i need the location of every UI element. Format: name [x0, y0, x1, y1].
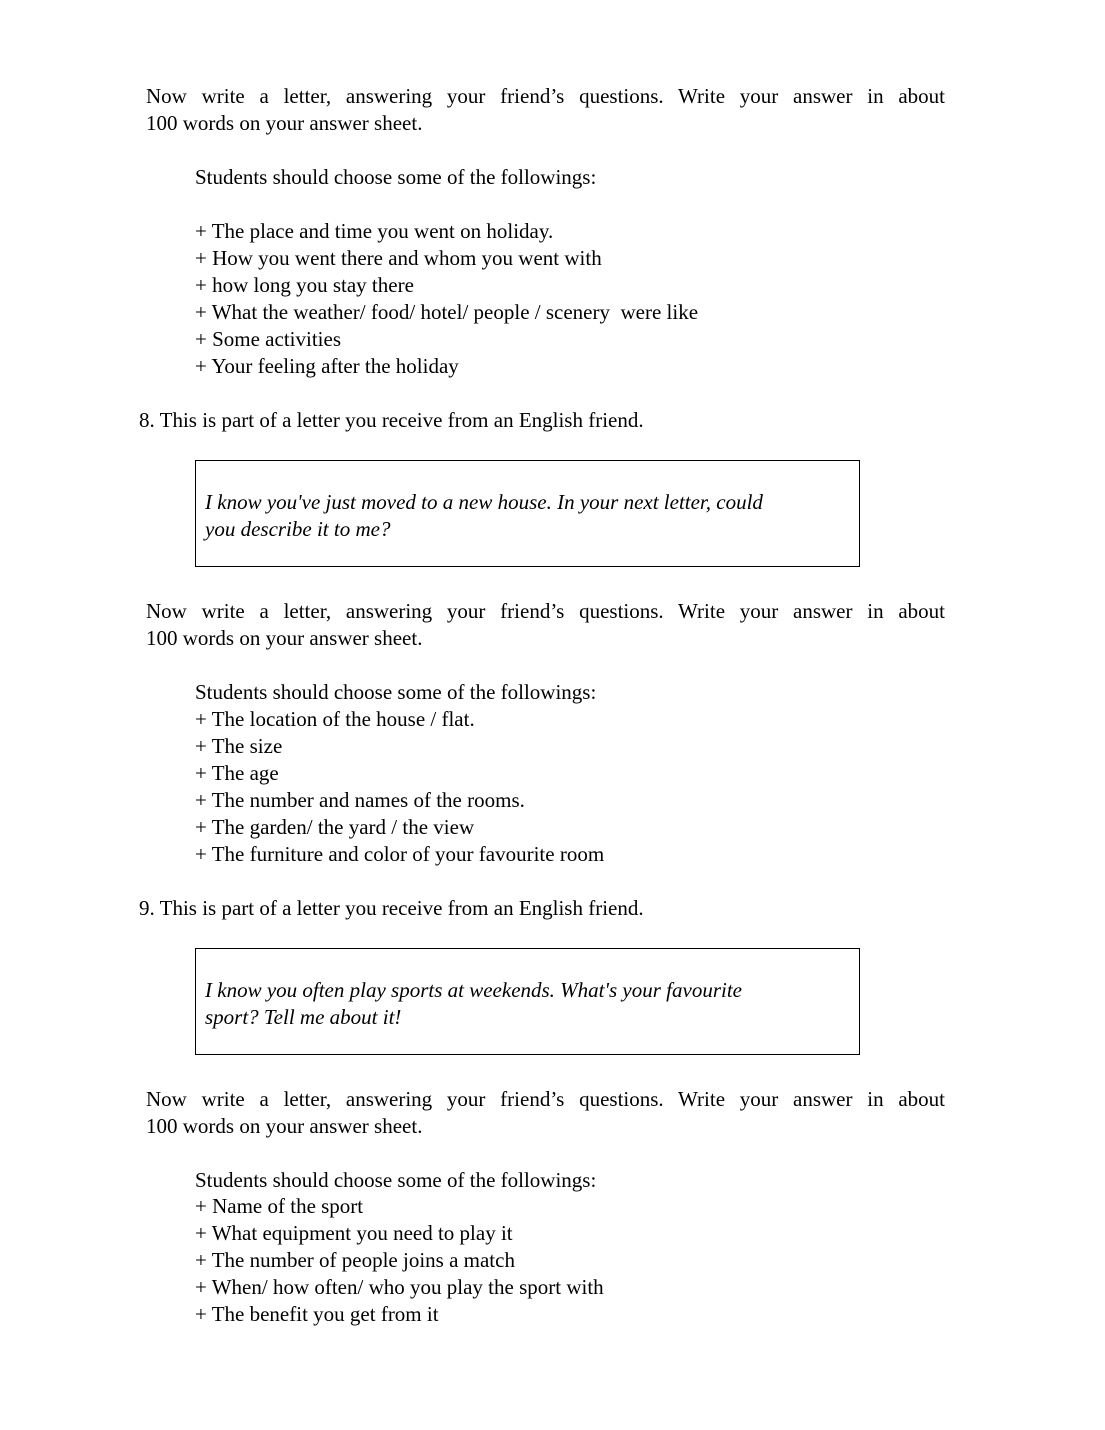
list-item: + The number and names of the rooms. — [195, 788, 525, 812]
section9-choose-label: Students should choose some of the followings: — [195, 1168, 597, 1192]
letter-excerpt — [205, 489, 847, 543]
section7-choose-label: Students should choose some of the followings: — [195, 165, 597, 189]
instruction-line: 100 words on your answer sheet. — [146, 111, 423, 135]
list-item: + When/ how often/ who you play the sport with — [195, 1275, 604, 1299]
list-item: + What equipment you need to play it — [195, 1221, 513, 1245]
section9-letter-box — [195, 948, 860, 1055]
list-item: + Name of the sport — [195, 1194, 364, 1218]
list-item: + The size — [195, 734, 283, 758]
section7-bullet-list — [195, 218, 698, 380]
letter-line: I know you've just moved to a new house. In your next letter, could — [205, 490, 763, 514]
letter-line: sport? Tell me about it! — [205, 1005, 402, 1029]
list-item: + How you went there and whom you went with — [195, 246, 602, 270]
instruction-line: Now write a letter, answering your friend’s questions. Write your answer in about — [146, 1087, 945, 1111]
list-item: + Some activities — [195, 327, 341, 351]
instruction-line: 100 words on your answer sheet. — [146, 626, 423, 650]
section9-heading: 9. This is part of a letter you receive from an English friend. — [139, 896, 644, 920]
list-item: + The location of the house / flat. — [195, 707, 475, 731]
section8-choose-label: Students should choose some of the followings: — [195, 680, 597, 704]
section8-bullet-list — [195, 706, 604, 868]
section8-heading: 8. This is part of a letter you receive from an English friend. — [139, 408, 644, 432]
list-item: + Your feeling after the holiday — [195, 354, 459, 378]
list-item: + The garden/ the yard / the view — [195, 815, 475, 839]
list-item: + The place and time you went on holiday. — [195, 219, 554, 243]
section8-letter-box — [195, 460, 860, 567]
instruction-line: Now write a letter, answering your friend’s questions. Write your answer in about — [146, 84, 945, 108]
instruction-line: 100 words on your answer sheet. — [146, 1114, 423, 1138]
section8-instruction — [146, 598, 945, 652]
list-item: + how long you stay there — [195, 273, 414, 297]
list-item: + The benefit you get from it — [195, 1302, 439, 1326]
list-item: + What the weather/ food/ hotel/ people / scenery were like — [195, 300, 699, 324]
letter-line: I know you often play sports at weekends. What's your favourite — [205, 978, 742, 1002]
section9-bullet-list — [195, 1193, 604, 1328]
list-item: + The furniture and color of your favourite room — [195, 842, 605, 866]
section9-instruction — [146, 1086, 945, 1140]
letter-excerpt — [205, 977, 847, 1031]
instruction-line: Now write a letter, answering your friend’s questions. Write your answer in about — [146, 599, 945, 623]
section7-instruction — [146, 83, 945, 137]
list-item: + The age — [195, 761, 279, 785]
letter-line: you describe it to me? — [205, 517, 391, 541]
list-item: + The number of people joins a match — [195, 1248, 515, 1272]
